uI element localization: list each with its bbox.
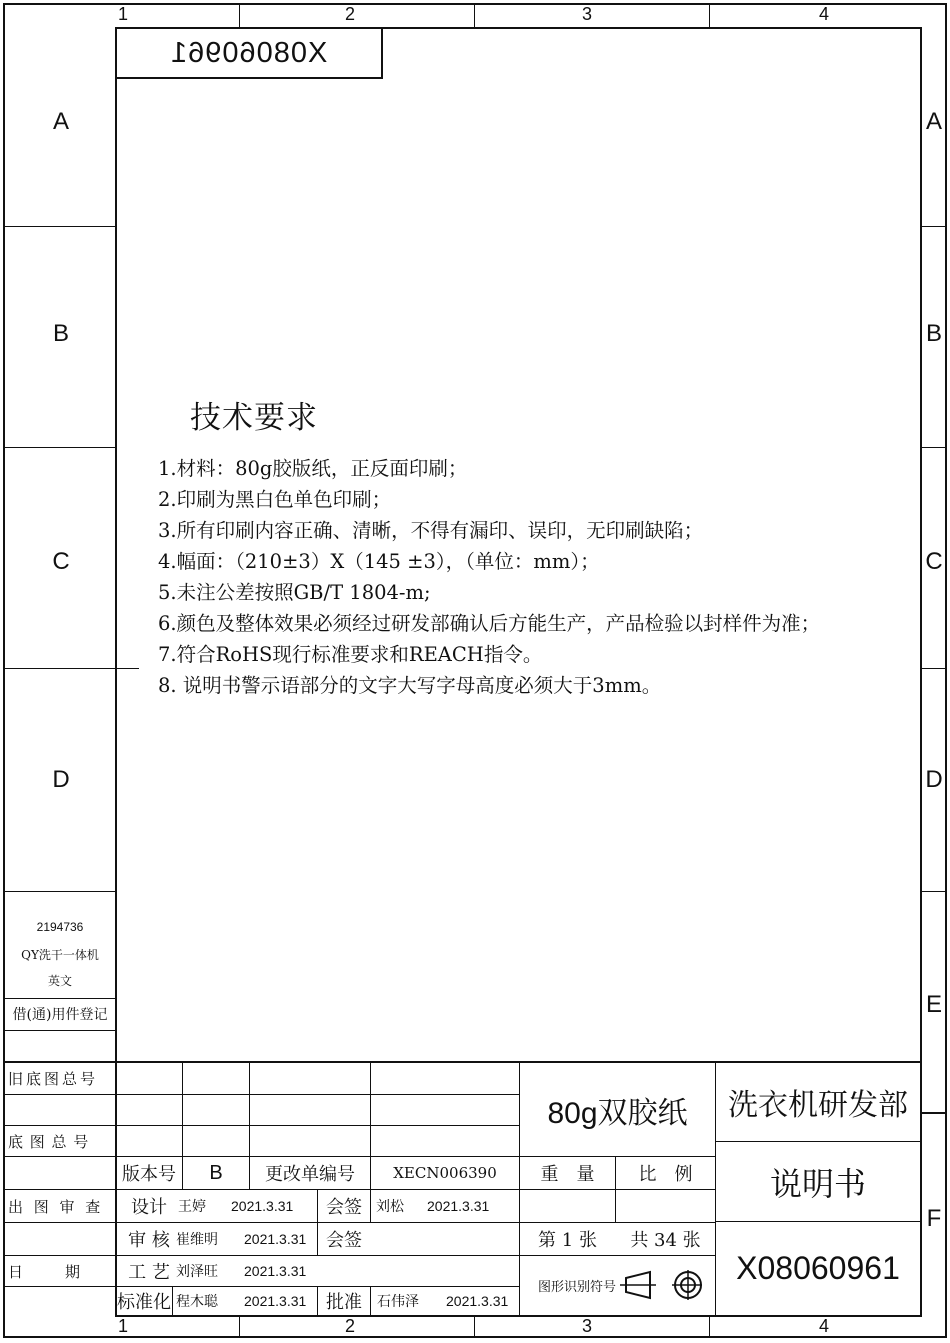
right-zone-divider	[921, 668, 946, 669]
requirement-item: 1.材料：80g胶版纸，正反面印刷；	[158, 457, 468, 480]
standard-date: 2021.3.31	[244, 1293, 307, 1309]
right-zone-divider	[921, 891, 946, 892]
outer-border-top	[3, 3, 947, 5]
inner-border-right	[920, 27, 922, 1317]
version-label: 版本号	[122, 1164, 176, 1185]
old-base-label: 旧底图总号	[8, 1070, 99, 1088]
design-label: 设计	[131, 1197, 167, 1218]
zone-number-bottom: 1	[117, 1316, 128, 1336]
cosign-name: 刘松	[376, 1199, 404, 1215]
top-zone-divider	[239, 3, 240, 27]
change-number-label: 更改单编号	[265, 1164, 355, 1185]
requirement-item: 5.未注公差按照GB/T 1804-m;	[158, 581, 431, 604]
left-zone-divider	[3, 1030, 116, 1031]
left-zone-divider	[3, 998, 116, 999]
zone-number-top: 4	[818, 4, 829, 24]
title-block-rule	[3, 1094, 520, 1095]
top-zone-divider	[709, 3, 710, 27]
zone-letter-right: F	[926, 1205, 942, 1232]
borrow-register-label: 借(通)用件登记	[12, 1007, 108, 1023]
cosign-date: 2021.3.31	[427, 1198, 490, 1214]
left-zone-divider	[3, 891, 116, 892]
zone-letter-right: A	[925, 108, 942, 135]
projection-symbol-svg	[620, 1270, 702, 1300]
drawing-review-label: 出 图 审 查	[8, 1197, 104, 1216]
projection-symbol-icon	[620, 1270, 702, 1300]
zone-number-top: 1	[117, 4, 128, 24]
technical-requirements-list	[158, 453, 820, 701]
zone-number-bottom: 3	[581, 1316, 592, 1336]
outer-border-left	[3, 3, 5, 1338]
bottom-zone-divider	[239, 1317, 240, 1337]
requirement-item: 8. 说明书警示语部分的文字大写字母高度必须大于3mm。	[158, 674, 662, 697]
requirement-item: 2.印刷为黑白色单色印刷；	[158, 488, 392, 511]
left-zone-divider	[3, 447, 116, 448]
register-model: QY洗干一体机	[21, 948, 99, 962]
design-name: 王婷	[178, 1199, 206, 1215]
review-name: 崔维明	[176, 1232, 218, 1248]
sheet-total: 共 34 张	[630, 1230, 701, 1251]
base-label: 底 图 总 号	[8, 1132, 90, 1151]
version-value: B	[209, 1161, 223, 1184]
cosign-label-2: 会签	[326, 1230, 362, 1251]
zone-letter-right: D	[925, 766, 943, 793]
cosign-label: 会签	[326, 1197, 362, 1218]
approve-label: 批准	[326, 1292, 362, 1313]
requirement-item: 7.符合RoHS现行标准要求和REACH指令。	[158, 643, 543, 666]
zone-letter-left: C	[52, 548, 70, 575]
requirement-item: 6.颜色及整体效果必须经过研发部确认后方能生产，产品检验以封样件为准；	[158, 612, 821, 635]
title-block-col	[370, 1061, 371, 1222]
approve-date: 2021.3.31	[446, 1293, 509, 1309]
mirrored-drawing-number: X08060961	[170, 36, 328, 69]
material-label	[520, 1063, 715, 1156]
document-name: 说明书	[769, 1164, 866, 1203]
scale-label: 比 例	[638, 1164, 693, 1185]
sheet-number: 第 1 张	[538, 1230, 597, 1251]
zone-letter-left: D	[52, 766, 70, 793]
standard-label: 标准化	[117, 1292, 171, 1313]
title-block-col	[172, 1286, 173, 1317]
process-label: 工 艺	[128, 1262, 170, 1283]
approve-name: 石伟泽	[377, 1294, 419, 1310]
right-zone-divider	[921, 1112, 946, 1114]
zone-number-top: 3	[581, 4, 592, 24]
review-date: 2021.3.31	[244, 1231, 307, 1247]
material-text: 80g双胶纸	[547, 1096, 688, 1130]
zone-number-top: 2	[344, 4, 355, 24]
review-label: 审 核	[128, 1230, 170, 1251]
outer-border-bottom	[3, 1336, 947, 1338]
right-zone-divider	[921, 447, 946, 448]
requirement-item: 3.所有印刷内容正确、清晰，不得有漏印、误印，无印刷缺陷；	[158, 519, 704, 542]
process-date: 2021.3.31	[244, 1263, 307, 1279]
bottom-zone-divider	[474, 1317, 475, 1337]
mirrored-code-box	[115, 27, 383, 79]
zone-letter-left: A	[52, 108, 69, 135]
zone-letter-left: B	[52, 320, 69, 347]
register-language: 英文	[47, 974, 72, 988]
left-zone-divider	[3, 226, 116, 227]
change-number-value: XECN006390	[393, 1164, 497, 1182]
weight-label: 重 量	[540, 1164, 595, 1185]
zone-letter-right: E	[925, 991, 942, 1018]
design-date: 2021.3.31	[231, 1198, 294, 1214]
top-zone-divider	[474, 3, 475, 27]
zone-number-bottom: 4	[818, 1316, 829, 1336]
zone-letter-right: B	[925, 320, 942, 347]
zone-number-bottom: 2	[344, 1316, 355, 1336]
drawing-number: X08060961	[736, 1250, 900, 1286]
process-name: 刘泽旺	[176, 1264, 218, 1280]
outer-border-right	[945, 3, 947, 1338]
requirement-item: 4.幅面：（210±3）X（145 ±3），（单位：mm）；	[158, 550, 600, 573]
technical-requirements-title: 技术要求	[190, 400, 318, 436]
standard-name: 程木聪	[176, 1294, 218, 1310]
left-zone-divider	[3, 668, 139, 669]
right-zone-divider	[921, 226, 946, 227]
date-label: 日 期	[8, 1262, 85, 1281]
bottom-zone-divider	[709, 1317, 710, 1337]
title-block-rule	[519, 1255, 715, 1256]
title-block-col	[370, 1286, 371, 1317]
symbol-label: 图形识别符号	[538, 1279, 617, 1295]
register-code: 2194736	[36, 920, 84, 934]
zone-letter-right: C	[925, 548, 943, 575]
department-name: 洗衣机研发部	[728, 1088, 908, 1123]
